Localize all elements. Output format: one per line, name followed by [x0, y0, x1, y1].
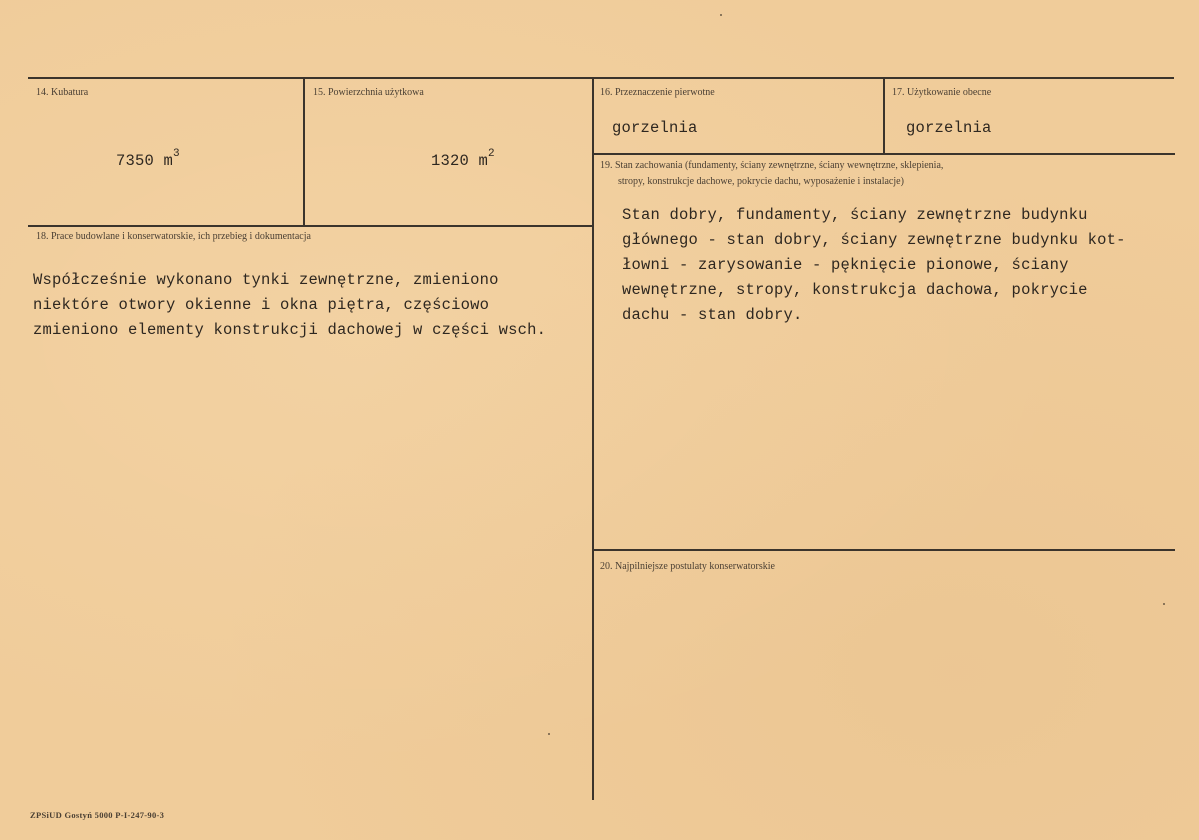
rule-under-14-15	[28, 225, 593, 227]
stan-line: Stan dobry, fundamenty, ściany zewnętrzne budynku	[622, 206, 1088, 224]
kubatura-unit-exponent: 3	[173, 148, 180, 160]
prace-line: zmieniono elementy konstrukcji dachowej w części wsch.	[33, 321, 547, 339]
paper-speck	[720, 14, 722, 16]
prace-label: 18. Prace budowlane i konserwatorskie, ich przebieg i dokumentacja	[36, 231, 311, 242]
kubatura-value	[116, 148, 180, 170]
divider-14-15	[303, 78, 305, 226]
stan-text	[622, 203, 1126, 328]
paper-speck	[1163, 603, 1165, 605]
divider-center	[592, 78, 594, 800]
kubatura-label: 14. Kubatura	[36, 87, 89, 98]
stan-line: głównego - stan dobry, ściany zewnętrzne budynku kot-	[622, 231, 1126, 249]
prace-line: niektóre otwory okienne i okna piętra, częściowo	[33, 296, 490, 314]
przeznaczenie-label: 16. Przeznaczenie pierwotne	[600, 87, 715, 98]
powierzchnia-value	[431, 148, 495, 170]
stan-line: łowni - zarysowanie - pęknięcie pionowe, ściany	[622, 256, 1069, 274]
stan-line: wewnętrzne, stropy, konstrukcja dachowa, pokrycie	[622, 281, 1088, 299]
rule-under-19	[593, 549, 1175, 551]
paper-speck	[548, 733, 550, 735]
przeznaczenie-value: gorzelnia	[612, 119, 698, 137]
prace-line: Współcześnie wykonano tynki zewnętrzne, zmieniono	[33, 271, 499, 289]
uzytkowanie-value: gorzelnia	[906, 119, 992, 137]
divider-16-17	[883, 78, 885, 154]
powierzchnia-unit-exponent: 2	[488, 148, 495, 160]
stan-label-line2: stropy, konstrukcje dachowe, pokrycie dachu, wyposażenie i instalacje)	[618, 176, 904, 187]
powierzchnia-label: 15. Powierzchnia użytkowa	[313, 87, 424, 98]
kubatura-number: 7350 m	[116, 152, 174, 170]
printer-imprint: ZPSiUD Gostyń 5000 P-I-247-90-3	[30, 810, 165, 820]
stan-label-line1: 19. Stan zachowania (fundamenty, ściany zewnętrzne, ściany wewnętrzne, sklepienia,	[600, 160, 944, 171]
top-rule	[28, 77, 1174, 79]
prace-text	[33, 268, 546, 343]
powierzchnia-number: 1320 m	[431, 152, 489, 170]
stan-line: dachu - stan dobry.	[622, 306, 803, 324]
uzytkowanie-label: 17. Użytkowanie obecne	[892, 87, 992, 98]
postulaty-label: 20. Najpilniejsze postulaty konserwatorskie	[600, 561, 775, 572]
rule-under-16-17	[593, 153, 1175, 155]
